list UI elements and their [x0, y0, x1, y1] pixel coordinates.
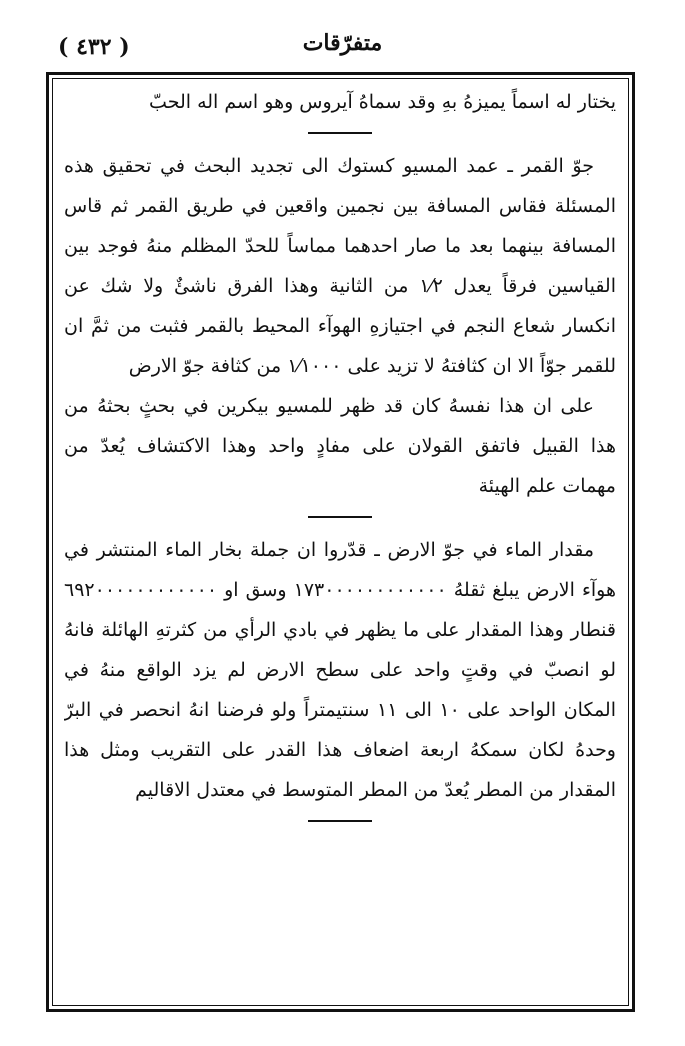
page-number: ( ٤٣٢ ) [58, 34, 130, 60]
paragraph-confirmation: على ان هذا نفسهُ كان قد ظهر للمسيو بيكرين في بحثٍ بحثهُ من هذا القبيل فاتفق القولان على مفادٍ واحد وهذا الاكتشاف يُعدّ من مهمات علم الهيئة [64, 395, 616, 497]
section-separator [308, 820, 372, 822]
paragraph-continuation: يختار له اسماً يميزهُ بهِ وقد سماهُ آيروس وهو اسم اله الحبّ [149, 91, 616, 113]
section-separator [308, 132, 372, 134]
running-title: متفرّقات [302, 30, 383, 56]
paragraph-water-vapor: مقدار الماء في جوّ الارض ـ قدّروا ان جملة بخار الماء المنتشر في هوآء الارض يبلغ ثقلهُ ١٧٣٠٠٠٠٠٠٠٠٠٠٠٠ وسق او ٦٩٢٠٠٠٠٠٠٠٠٠٠٠٠ قنطار وهذا المقدار على ما يظهر في بادي الرأي من كثرتهِ الهائلة فانهُ لو انصبّ في وقتٍ واحد على سطح الارض لم يزد الواقع منهُ في المكان الواحد على ١٠ الى ١١ سنتيمتراً ولو فرضنا انهُ انحصر في البرّ وحدهُ لكان سمكهُ اربعة اضعاف هذا القدر على التقريب ومثل هذا المقدار من المطر يُعدّ من المطر المتوسط في معتدل الاقاليم [64, 539, 616, 801]
page-header [48, 30, 637, 66]
paragraph-moon-atmosphere: جوّ القمر ـ عمد المسيو كستوك الى تجديد البحث في تحقيق هذه المسئلة فقاس المسافة بين نجمين واقعين في طريق القمر ثم قاس المسافة بينهما بعد ما صار احدهما مماساً للحدّ المظلم منهُ فوجد بين القياسين فرقاً يعدل ١⁄٢ من الثانية وهذا الفرق ناشئٌ ولا شك عن انكسار شعاع النجم في اجتيازهِ الهوآء المحيط بالقمر فثبت من ثمَّ ان للقمر جوّاً الا ان كثافتهُ لا تزيد على ١⁄١٠٠٠ من كثافة جوّ الارض [64, 155, 616, 377]
section-separator [308, 516, 372, 518]
page-body [64, 82, 616, 990]
